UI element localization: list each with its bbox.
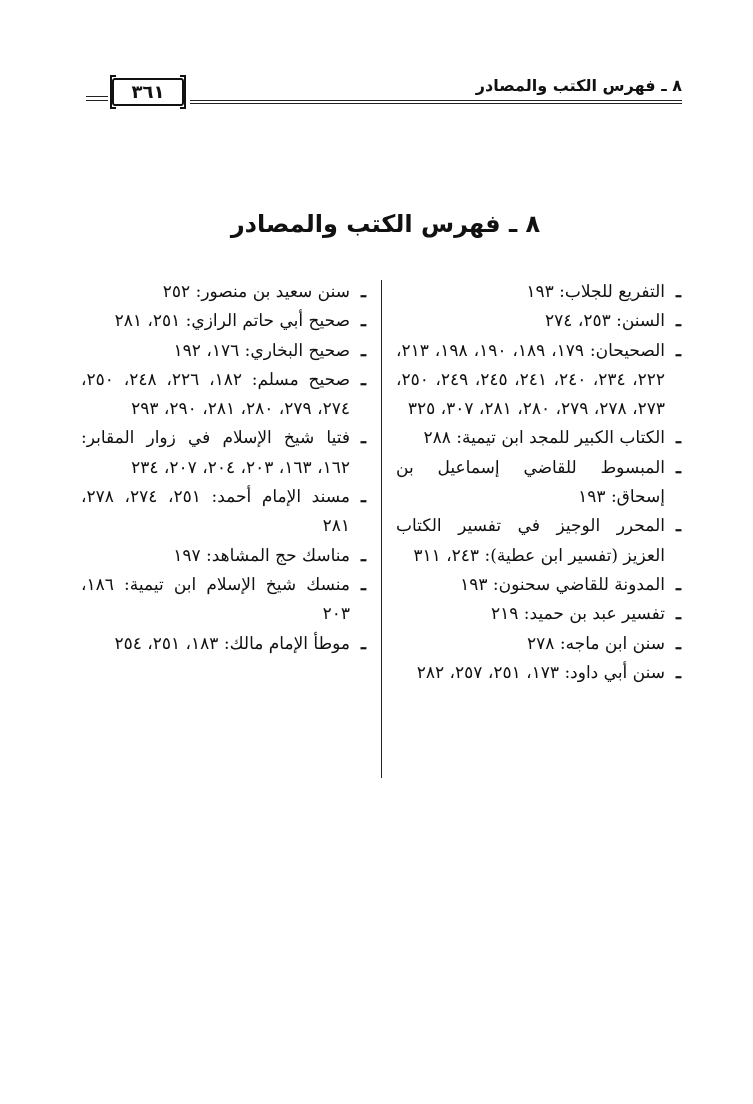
entry-dash: ـ [361,340,366,361]
index-entry [81,307,366,336]
index-entry [396,424,681,453]
entry-text: الكتاب الكبير للمجد ابن تيمية: ٢٨٨ [423,428,665,449]
index-entry [396,600,681,629]
entry-text: سنن ابن ماجه: ٢٧٨ [527,633,665,654]
section-title: ٨ ـ فهرس الكتب والمصادر [230,210,541,238]
entry-text: مسند الإمام أحمد: ٢٥١، ٢٧٤، ٢٧٨، ٢٨١ [81,487,350,537]
page-number-frame [112,78,184,106]
entry-text: صحيح أبي حاتم الرازي: ٢٥١، ٢٨١ [114,311,350,332]
entry-dash: ـ [676,428,681,449]
entry-text: صحيح البخاري: ١٧٦، ١٩٢ [173,340,350,361]
entry-dash: ـ [676,604,681,625]
entry-text: سنن سعيد بن منصور: ٢٥٢ [162,282,350,302]
running-header [86,74,682,108]
index-entry [396,454,681,513]
entry-text: المحرر الوجيز في تفسير الكتاب العزيز (تفسير ابن عطية): ٢٤٣، ٣١١ [396,516,665,566]
index-entry [396,278,681,307]
index-entry [396,659,681,688]
entry-dash: ـ [676,311,681,332]
entry-text: فتيا شيخ الإسلام في زوار المقابر: ١٦٢، ١٦٣، ٢٠٣، ٢٠٤، ٢٠٧، ٢٣٤ [81,428,350,478]
entry-text: الصحيحان: ١٧٩، ١٨٩، ١٩٠، ١٩٨، ٢١٣، ٢٢٢، ٢٣٤، ٢٤٠، ٢٤١، ٢٤٥، ٢٤٩، ٢٥٠، ٢٧٣، ٢٧٨، ٢٧٩، ٢٨٠، ٢٨١، ٣٠٧، ٣٢٥ [396,340,666,420]
entry-text: المدونة للقاضي سحنون: ١٩٣ [460,574,665,595]
header-rule [190,100,682,101]
running-header-title: ٨ ـ فهرس الكتب والمصادر [475,76,682,95]
index-column-right [396,278,681,688]
entry-text: السنن: ٢٥٣، ٢٧٤ [545,311,665,332]
entry-text: سنن أبي داود: ١٧٣، ٢٥١، ٢٥٧، ٢٨٢ [416,662,665,683]
entry-dash: ـ [361,487,366,508]
entry-dash: ـ [676,340,681,361]
index-entry [396,571,681,600]
page-number: ٣٦١ [131,81,165,103]
index-entry [81,337,366,366]
entry-dash: ـ [361,369,366,390]
index-entry [81,278,366,307]
entry-text: صحيح مسلم: ١٨٢، ٢٢٦، ٢٤٨، ٢٥٠، ٢٧٤، ٢٧٩، ٢٨٠، ٢٨١، ٢٩٠، ٢٩٣ [81,369,351,420]
entry-text: التفريع للجلاب: ١٩٣ [526,282,665,302]
index-entry [81,630,366,659]
entry-dash: ـ [361,545,366,566]
entry-dash: ـ [361,574,366,595]
index-column-left [81,278,366,659]
entry-text: منسك شيخ الإسلام ابن تيمية: ١٨٦، ٢٠٣ [81,574,350,625]
entry-dash: ـ [676,457,681,478]
entry-dash: ـ [676,574,681,595]
header-rule-short [86,96,108,97]
index-entry [396,512,681,571]
entry-text: مناسك حج المشاهد: ١٩٧ [173,545,350,566]
header-rule [190,103,682,104]
entry-dash: ـ [361,428,366,449]
index-entry [81,483,366,542]
entry-dash: ـ [361,311,366,332]
index-entry [81,366,366,425]
entry-dash: ـ [676,516,681,537]
index-entry [396,337,681,425]
entry-text: موطأ الإمام مالك: ١٨٣، ٢٥١، ٢٥٤ [114,633,350,654]
entry-dash: ـ [676,662,681,683]
entry-text: تفسير عبد بن حميد: ٢١٩ [490,604,665,625]
index-entry [81,571,366,630]
index-entry [81,424,366,483]
entry-dash: ـ [361,633,366,654]
column-divider [381,280,382,778]
entry-text: المبسوط للقاضي إسماعيل بن إسحاق: ١٩٣ [396,457,665,508]
entry-dash: ـ [676,633,681,654]
index-entry [81,542,366,571]
index-entry [396,307,681,336]
entry-dash: ـ [676,282,681,302]
index-entry [396,630,681,659]
entry-dash: ـ [361,282,366,302]
header-rule-short [86,100,108,101]
